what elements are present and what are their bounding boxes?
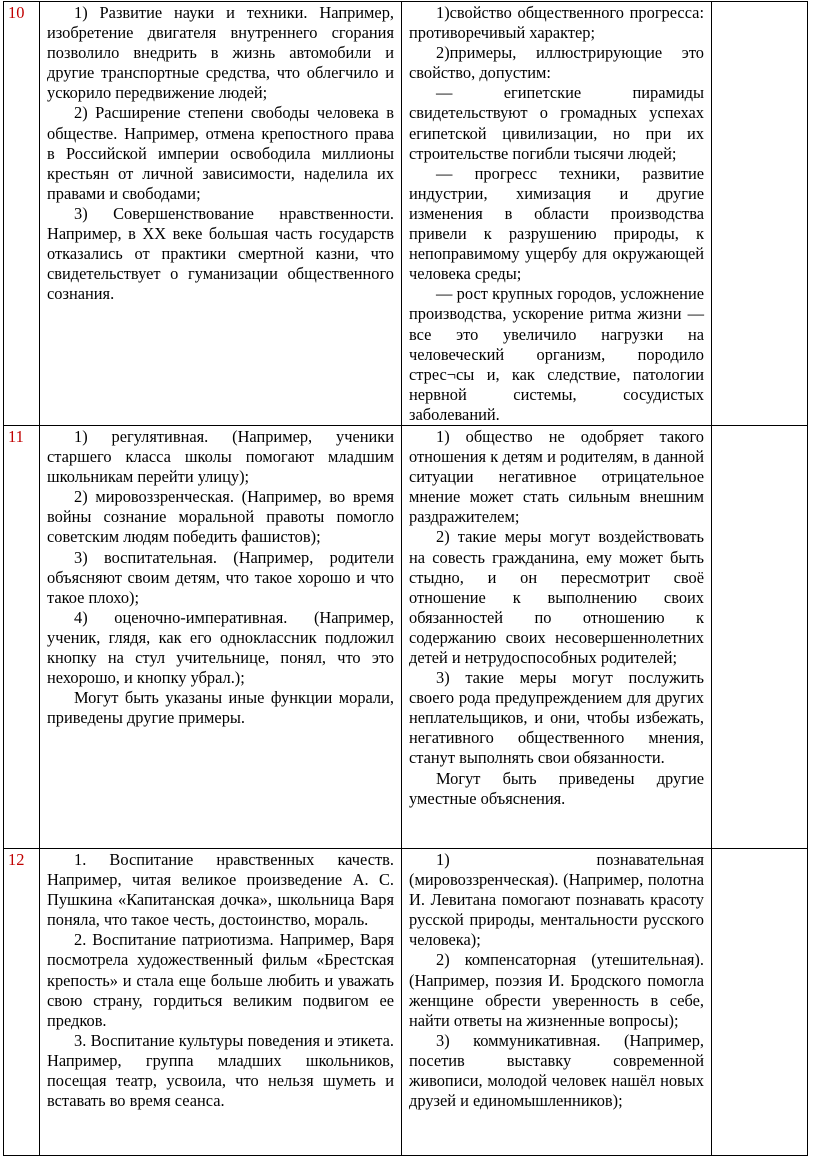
table-row bbox=[4, 848, 808, 1155]
cell-paragraph: 1) познавательная (мировоззренческая). (Например, полотна И. Левитана помогают познавать красоту русской природы, ментальности русского человека); bbox=[409, 849, 704, 950]
criteria-cell bbox=[40, 425, 402, 848]
empty-cell bbox=[712, 848, 808, 1155]
answer-table bbox=[3, 1, 808, 1156]
row-number: 12 bbox=[4, 848, 40, 1155]
empty-cell bbox=[712, 2, 808, 426]
cell-paragraph: 2) мировоззренческая. (Например, во время войны сознание моральной правоты помогло советским людям победить фашистов); bbox=[47, 487, 394, 547]
cell-paragraph: 3) коммуникативная. (Например, посетив выставку современной живописи, молодой человек нашёл новых друзей и единомышленников); bbox=[409, 1030, 704, 1111]
cell-paragraph: 4) оценочно-императивная. (Например, ученик, глядя, как его одноклассник подложил кнопку на стул учительнице, понял, что это нехорошо, и кнопку убрал.); bbox=[47, 607, 394, 688]
cell-paragraph: 3) такие меры могут послужить своего рода предупреждением для других неплательщиков, и они, чтобы избежать, негативного общественного мнения, станут выполнять свои обязанности. bbox=[409, 668, 704, 768]
cell-paragraph: 1) регулятивная. (Например, ученики старшего класса школы помогают младшим школьникам перейти улицу); bbox=[47, 426, 394, 487]
cell-paragraph: 2) компенсаторная (утешительная). (Например, поэзия И. Бродского помогла женщине обрести уверенность в себе, найти ответы на жизненные вопросы); bbox=[409, 950, 704, 1030]
cell-paragraph: 1) Развитие науки и техники. Например, изобретение двигателя внутреннего сгорания позволило внедрить в жизнь автомобили и другие транспортные средства, что облегчило и ускорило передвижение людей; bbox=[47, 3, 394, 103]
cell-paragraph: Могут быть указаны иные функции морали, приведены другие примеры. bbox=[47, 688, 394, 728]
row-number: 10 bbox=[4, 2, 40, 426]
cell-paragraph: 2) Расширение степени свободы человека в обществе. Например, отмена крепостного права в Российской империи освободила миллионы крестьян от личной зависимости, наделила их правами и свободами; bbox=[47, 103, 394, 203]
table-row bbox=[4, 425, 808, 848]
cell-paragraph: 2)примеры, иллюстрирующие это свойство, допустим: bbox=[409, 43, 704, 83]
cell-paragraph: — египетские пирамиды свидетельствуют о громадных успехах египетской цивилизации, но при их строительстве погибли тысячи людей; bbox=[409, 83, 704, 163]
cell-paragraph: Могут быть приведены другие уместные объяснения. bbox=[409, 768, 704, 808]
criteria-cell bbox=[40, 848, 402, 1155]
cell-paragraph: 3) Совершенствование нравственности. Например, в XX веке большая часть государств отказались от практики смертной казни, что свидетельствует о гуманизации общественного сознания. bbox=[47, 203, 394, 304]
cell-paragraph: 1)свойство общественного прогресса: противоречивый характер; bbox=[409, 3, 704, 43]
cell-paragraph: 3. Воспитание культуры поведения и этикета. Например, группа младших школьников, посещая театр, усвоила, что нельзя шуметь и вставать во время сеанса. bbox=[47, 1030, 394, 1111]
cell-paragraph: 1) общество не одобряет такого отношения к детям и родителям, в данной ситуации негативное отрицательное мнение может стать сильным внешним раздражителем; bbox=[409, 426, 704, 527]
cell-paragraph: 1. Воспитание нравственных качеств. Например, читая великое произведение А. С. Пушкина «Капитанская дочка», школьница Варя поняла, что такое честь, достоинство, мораль. bbox=[47, 849, 394, 930]
empty-cell bbox=[712, 425, 808, 848]
cell-paragraph: 2. Воспитание патриотизма. Например, Варя посмотрела художественный фильм «Брестская крепость» и стала еще больше любить и уважать свою страну, гордиться великим подвигом ее предков. bbox=[47, 930, 394, 1030]
cell-paragraph: — рост крупных городов, усложнение производства, ускорение ритма жизни — все это увеличило нагрузки на человеческий организм, породило стрес¬сы и, как следствие, патологии нервной системы, сосудистых заболеваний. bbox=[409, 284, 704, 424]
answer-cell bbox=[402, 425, 712, 848]
criteria-cell bbox=[40, 2, 402, 426]
cell-paragraph: 2) такие меры могут воздействовать на совесть гражданина, ему может быть стыдно, и он пересмотрит своё отношение к выполнению своих обязанностей по отношению к содержанию своих несовершеннолетних детей и нетрудоспособных родителей; bbox=[409, 527, 704, 667]
answer-cell bbox=[402, 848, 712, 1155]
row-number: 11 bbox=[4, 425, 40, 848]
cell-paragraph: — прогресс техники, развитие индустрии, химизация и другие изменения в области производства привели к разрушению природы, к непоправимому ущербу для окружающей человека среды; bbox=[409, 163, 704, 284]
answer-cell bbox=[402, 2, 712, 426]
table-row bbox=[4, 2, 808, 426]
cell-paragraph: 3) воспитательная. (Например, родители объясняют своим детям, что такое хорошо и что такое плохо); bbox=[47, 547, 394, 607]
